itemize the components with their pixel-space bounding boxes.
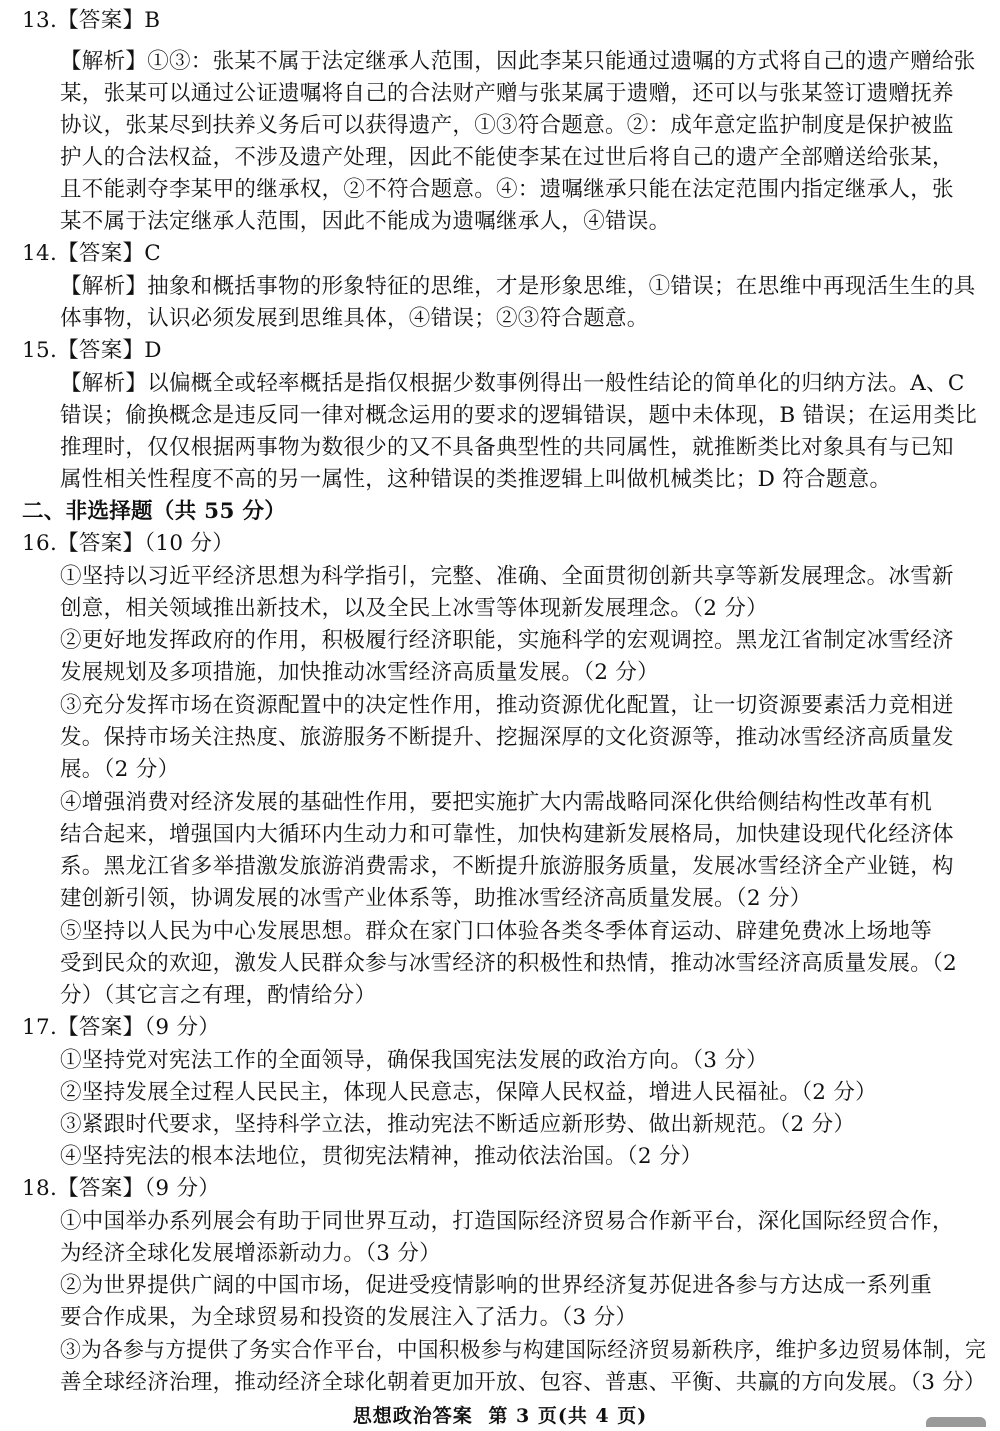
q15-answer: 15.【答案】D bbox=[22, 338, 162, 363]
q17-line-4: ④坚持宪法的根本法地位，贯彻宪法精神，推动依法治国。（2 分） bbox=[60, 1144, 703, 1169]
q17-line-2: ②坚持发展全过程人民民主，体现人民意志，保障人民权益，增进人民福祉。（2 分） bbox=[60, 1080, 877, 1105]
footer-page-number: 第 3 页(共 4 页) bbox=[488, 1405, 648, 1427]
q15-analysis-line-4: 属性相关性程度不高的另一属性，这种错误的类推逻辑上叫做机械类比；D 符合题意。 bbox=[60, 467, 892, 492]
q18-answer: 18.【答案】（9 分） bbox=[22, 1176, 221, 1201]
q16-line-8: ④增强消费对经济发展的基础性作用，要把实施扩大内需战略同深化供给侧结构性改革有机 bbox=[60, 790, 933, 815]
q16-line-2: 创意，相关领域推出新技术，以及全民上冰雪等体现新发展理念。（2 分） bbox=[60, 596, 768, 621]
q16-line-11: 建创新引领，协调发展的冰雪产业体系等，助推冰雪经济高质量发展。（2 分） bbox=[60, 886, 812, 911]
q13-analysis-line-2: 某，张某可以通过公证遗嘱将自己的合法财产赠与张某属于遗赠，还可以与张某签订遗赠抚养 bbox=[60, 81, 954, 106]
q15-analysis-line-1: 【解析】以偏概全或轻率概括是指仅根据少数事例得出一般性结论的简单化的归纳方法。A、C bbox=[60, 371, 965, 396]
q14-analysis-line-2: 体事物，认识必须发展到思维具体，④错误；②③符合题意。 bbox=[60, 306, 649, 331]
q17-line-1: ①坚持党对宪法工作的全面领导，确保我国宪法发展的政治方向。（3 分） bbox=[60, 1048, 768, 1073]
q18-line-4: 要合作成果，为全球贸易和投资的发展注入了活力。（3 分） bbox=[60, 1305, 638, 1330]
footer-subject: 思想政治答案 bbox=[352, 1405, 473, 1427]
q16-line-10: 系。黑龙江省多举措激发旅游消费需求，不断提升旅游服务质量，发展冰雪经济全产业链，构 bbox=[60, 854, 954, 879]
section-heading-non-choice: 二、非选择题（共 55 分） bbox=[22, 499, 287, 524]
q16-line-6: 发。保持市场关注热度、旅游服务不断提升、挖掘深厚的文化资源等，推动冰雪经济高质量发 bbox=[60, 725, 954, 750]
q17-answer: 17.【答案】（9 分） bbox=[22, 1015, 221, 1040]
q14-analysis-line-1: 【解析】抽象和概括事物的形象特征的思维，才是形象思维，①错误；在思维中再现活生生的具 bbox=[60, 274, 976, 299]
q13-analysis-line-1: 【解析】①③：张某不属于法定继承人范围，因此李某只能通过遗嘱的方式将自己的遗产赠给张 bbox=[60, 49, 976, 74]
q13-analysis-line-6: 某不属于法定继承人范围，因此不能成为遗嘱继承人，④错误。 bbox=[60, 209, 671, 234]
q16-line-9: 结合起来，增强国内大循环内生动力和可靠性，加快构建新发展格局，加快建设现代化经济体 bbox=[60, 822, 954, 847]
q16-line-4: 发展规划及多项措施，加快推动冰雪经济高质量发展。（2 分） bbox=[60, 660, 659, 685]
q16-line-7: 展。（2 分） bbox=[60, 757, 180, 782]
q16-line-13: 受到民众的欢迎，激发人民群众参与冰雪经济的积极性和热情，推动冰雪经济高质量发展。（2 bbox=[60, 951, 958, 976]
q16-line-5: ③充分发挥市场在资源配置中的决定性作用，推动资源优化配置，让一切资源要素活力竞相迸 bbox=[60, 693, 954, 718]
q18-line-1: ①中国举办系列展会有助于同世界互动，打造国际经济贸易合作新平台，深化国际经贸合作， bbox=[60, 1209, 954, 1234]
q13-answer: 13.【答案】B bbox=[22, 8, 161, 33]
page-edge-tab bbox=[926, 1417, 986, 1427]
q18-line-2: 为经济全球化发展增添新动力。（3 分） bbox=[60, 1241, 441, 1266]
q16-answer: 16.【答案】（10 分） bbox=[22, 531, 235, 556]
page-footer bbox=[0, 1402, 1000, 1431]
q16-line-14: 分）（其它言之有理，酌情给分） bbox=[60, 983, 377, 1008]
q16-line-3: ②更好地发挥政府的作用，积极履行经济职能，实施科学的宏观调控。黑龙江省制定冰雪经济 bbox=[60, 628, 954, 653]
q18-line-6: 善全球经济治理，推动经济全球化朝着更加开放、包容、普惠、平衡、共赢的方向发展。（3 分） bbox=[60, 1370, 986, 1395]
q17-line-3: ③紧跟时代要求，坚持科学立法，推动宪法不断适应新形势、做出新规范。（2 分） bbox=[60, 1112, 856, 1137]
q18-line-3: ②为世界提供广阔的中国市场，促进受疫情影响的世界经济复苏促进各参与方达成一系列重 bbox=[60, 1273, 933, 1298]
q13-analysis-line-3: 协议，张某尽到扶养义务后可以获得遗产，①③符合题意。②：成年意定监护制度是保护被监 bbox=[60, 113, 954, 138]
q15-analysis-line-3: 推理时，仅仅根据两事物为数很少的又不具备典型性的共同属性，就推断类比对象具有与已知 bbox=[60, 435, 954, 460]
q16-line-12: ⑤坚持以人民为中心发展思想。群众在家门口体验各类冬季体育运动、辟建免费冰上场地等 bbox=[60, 919, 933, 944]
q13-analysis-line-5: 且不能剥夺李某甲的继承权，②不符合题意。④：遗嘱继承只能在法定范围内指定继承人，张 bbox=[60, 177, 954, 202]
q13-analysis-line-4: 护人的合法权益，不涉及遗产处理，因此不能使李某在过世后将自己的遗产全部赠送给张某， bbox=[60, 145, 954, 170]
q16-line-1: ①坚持以习近平经济思想为科学指引，完整、准确、全面贯彻创新共享等新发展理念。冰雪新 bbox=[60, 564, 954, 589]
q18-line-5: ③为各参与方提供了务实合作平台，中国积极参与构建国际经济贸易新秩序，维护多边贸易体制，完 bbox=[60, 1338, 986, 1363]
q15-analysis-line-2: 错误；偷换概念是违反同一律对概念运用的要求的逻辑错误，题中未体现，B 错误；在运用类比 bbox=[60, 403, 978, 428]
q14-answer: 14.【答案】C bbox=[22, 241, 162, 266]
